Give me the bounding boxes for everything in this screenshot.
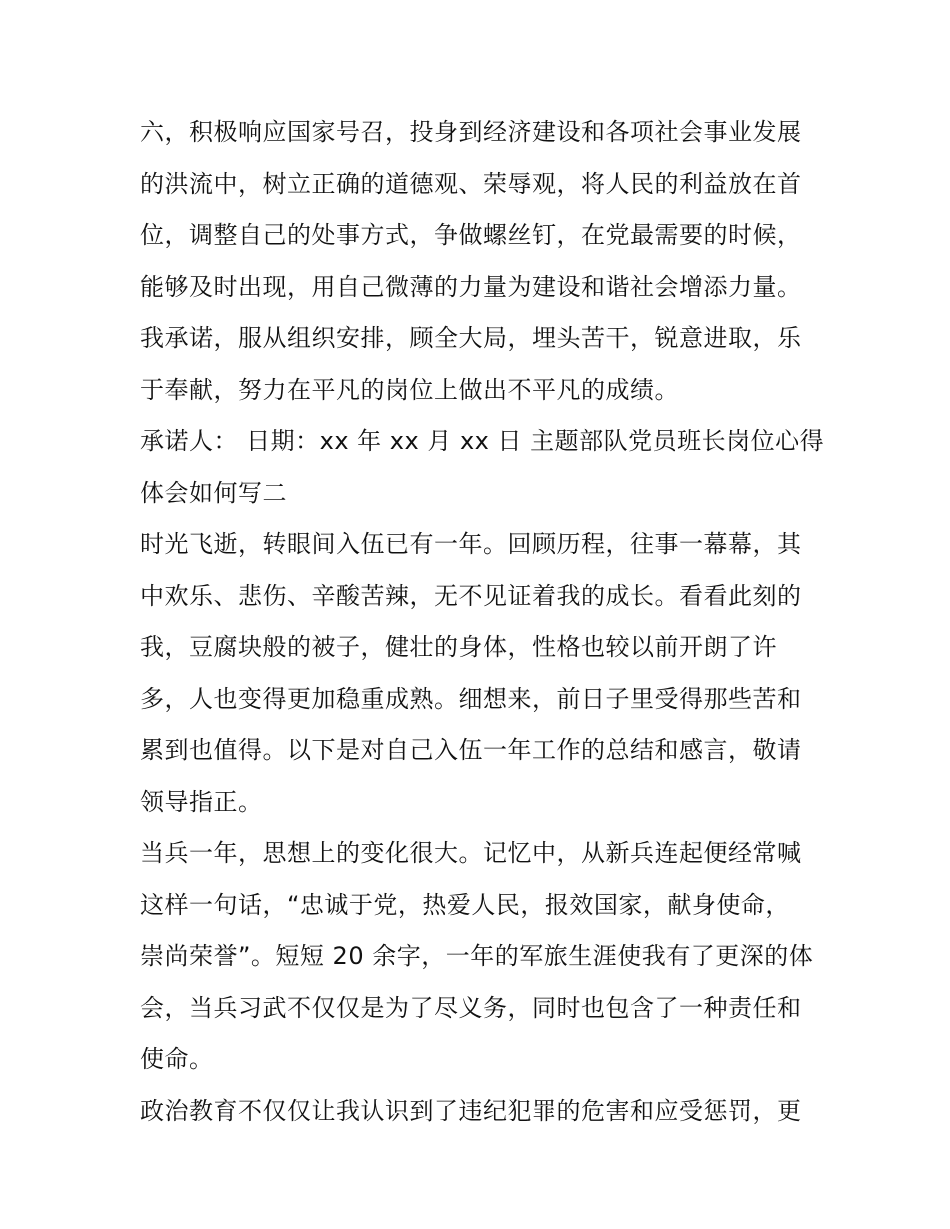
- signature-date-line: 承诺人： 日期：xx 年 xx 月 xx 日 主题部队党员班长岗位心得: [140, 427, 825, 455]
- text-line: 多，人也变得更加稳重成熟。细想来，前日子里受得那些苦和: [140, 684, 802, 713]
- text-line: 使命。: [140, 1045, 214, 1073]
- paragraph-time: [140, 519, 820, 828]
- text-line: 中欢乐、悲伤、辛酸苦辣，无不见证着我的成长。看看此刻的: [140, 581, 802, 610]
- text-line: 政治教育不仅仅让我认识到了违纪犯罪的危害和应受惩罚，更: [140, 1096, 802, 1125]
- text-line: 会，当兵习武不仅仅是为了尽义务，同时也包含了一种责任和: [140, 993, 802, 1022]
- text-line: 六，积极响应国家号召，投身到经济建设和各项社会事业发展: [140, 118, 802, 146]
- text-line: 时光飞逝，转眼间入伍已有一年。回顾历程，往事一幕幕，其: [140, 530, 802, 558]
- text-line: 当兵一年，思想上的变化很大。记忆中，从新兵连起便经常喊: [140, 839, 802, 867]
- text-line: 的洪流中，树立正确的道德观、荣辱观，将人民的利益放在首: [140, 169, 802, 198]
- paragraph-politics: [140, 1086, 820, 1138]
- text-line: 于奉献，努力在平凡的岗位上做出不平凡的成绩。: [140, 375, 679, 404]
- text-line: 累到也值得。以下是对自己入伍一年工作的总结和感言，敬请: [140, 736, 802, 764]
- text-line: 能够及时出现，用自己微薄的力量为建设和谐社会增添力量。: [140, 272, 802, 301]
- text-line: 崇尚荣誉”。短短 20 余字，一年的军旅生涯使我有了更深的体: [140, 942, 814, 970]
- paragraph-signature: [140, 416, 825, 519]
- text-line: 体会如何写二: [140, 478, 287, 507]
- paragraph-promise: [140, 313, 820, 416]
- text-line: 这样一句话，“忠诚于党，热爱人民，报效国家，献身使命，: [140, 890, 790, 919]
- paragraph-six: [140, 107, 820, 313]
- text-line: 我承诺，服从组织安排，顾全大局，埋头苦干，锐意进取，乐: [140, 324, 802, 352]
- paragraph-soldier: [140, 828, 820, 1086]
- text-line: 我，豆腐块般的被子，健壮的身体，性格也较以前开朗了许: [140, 633, 777, 661]
- text-line: 领导指正。: [140, 787, 263, 816]
- text-line: 位，调整自己的处事方式，争做螺丝钉，在党最需要的时候，: [140, 221, 802, 249]
- document-body: [140, 107, 825, 1137]
